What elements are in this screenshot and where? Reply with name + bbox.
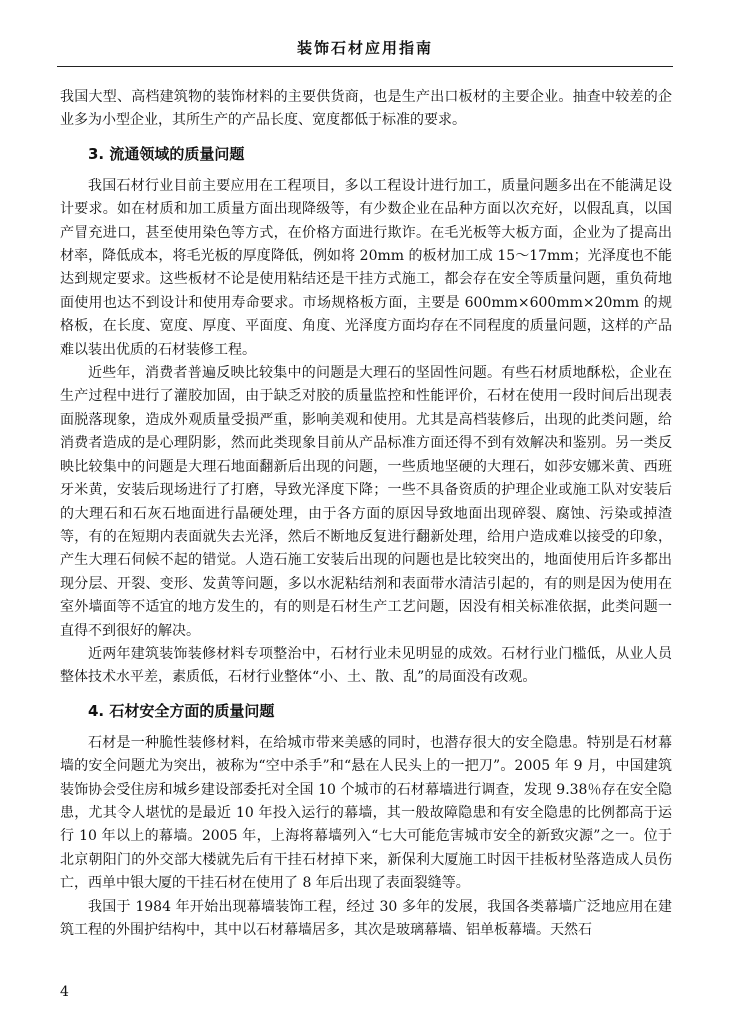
page-body (60, 86, 672, 942)
body-paragraph: 我国大型、高档建筑物的装饰材料的主要供货商，也是生产出口板材的主要企业。抽查中较差的企业多为小型企业，其所生产的产品长度、宽度都低于标准的要求。 (60, 89, 672, 129)
section-heading: 3. 流通领域的质量问题 (88, 144, 245, 163)
page-number: 4 (60, 984, 69, 1000)
running-header: 装饰石材应用指南 (296, 39, 433, 57)
body-paragraph: 石材是一种脆性装修材料，在给城市带来美感的同时，也潜存很大的安全隐患。特别是石材幕墙的安全问题尤为突出，被称为“空中杀手”和“悬在人民头上的一把刀”。2005 年 9 月，中国建筑装饰协会受住房和城乡建设部委托对全国 10 个城市的石材幕墙进行调查，发现 9.38％存在安全隐患，尤其令人堪忧的是最近 10 年投入运行的幕墙，其一般故障隐患和有安全隐患的比例都高于运行 10 年以上的幕墙。2005 年，上海将幕墙列入“七大可能危害城市安全的新致灾源”之一。位于北京朝阳门的外交部大楼就先后有干挂石材掉下来，新保利大厦施工时因干挂板材坠落造成人员伤亡，西单中银大厦的干挂石材在使用了 8 年后出现了表面裂缝等。 (60, 734, 672, 892)
body-paragraph: 我国于 1984 年开始出现幕墙装饰工程，经过 30 多年的发展，我国各类幕墙广泛地应用在建筑工程的外围护结构中，其中以石材幕墙居多，其次是玻璃幕墙、铝单板幕墙。天然石 (60, 898, 672, 938)
header-rule (57, 66, 673, 67)
body-paragraph: 我国石材行业目前主要应用在工程项目，多以工程设计进行加工，质量问题多出在不能满足设计要求。如在材质和加工质量方面出现降级等，有少数企业在品种方面以次充好，以假乱真，以国产冒充进口，甚至使用染色等方式，在价格方面进行欺诈。在毛光板等大板方面，企业为了提高出材率，降低成本，将毛光板的厚度降低，例如将 20mm 的板材加工成 15～17mm；光泽度也不能达到规定要求。这些板材不论是使用粘结还是干挂方式施工，都会存在安全等质量问题，重负荷地面使用也达不到设计和使用寿命要求。市场规格板方面，主要是 600mm×600mm×20mm 的规格板，在长度、宽度、厚度、平面度、角度、光泽度方面均存在不同程度的质量问题，这样的产品难以装出优质的石材装修工程。 (60, 177, 672, 358)
body-paragraph: 近两年建筑装饰装修材料专项整治中，石材行业未见明显的成效。石材行业门槛低，从业人员整体技术水平差，素质低，石材行业整体“小、土、散、乱”的局面没有改观。 (60, 645, 672, 686)
section-heading: 4. 石材安全方面的质量问题 (88, 701, 275, 720)
body-paragraph: 近些年，消费者普遍反映比较集中的问题是大理石的坚固性问题。有些石材质地酥松，企业在生产过程中进行了灌胶加固，由于缺乏对胶的质量监控和性能评价，石材在使用一段时间后出现表面脱落现象，造成外观质量受损严重，影响美观和使用。尤其是高档装修后，出现的此类问题，给消费者造成的是心理阴影，然而此类现象目前从产品标准方面还得不到有效解决和鉴别。另一类反映比较集中的问题是大理石地面翻新后出现的问题，一些质地坚硬的大理石，如莎安娜米黄、西班牙米黄，安装后现场进行了打磨，导致光泽度下降；一些不具备资质的护理企业或施工队对安装后的大理石和石灰石地面进行晶硬处理，由于各方面的原因导致地面出现碎裂、腐蚀、污染或掉渣等，有的在短期内表面就失去光泽，然后不断地反复进行翻新处理，给用户造成难以接受的印象，产生大理石伺候不起的错觉。人造石施工安装后出现的问题也是比较突出的，地面使用后许多都出现分层、开裂、变形、发黄等问题，多以水泥粘结剂和表面带水清洁引起的，有的则是因为使用在室外墙面等不适宜的地方发生的，有的则是石材生产工艺问题，因没有相关标准依据，此类问题一直得不到很好的解决。 (60, 365, 672, 639)
